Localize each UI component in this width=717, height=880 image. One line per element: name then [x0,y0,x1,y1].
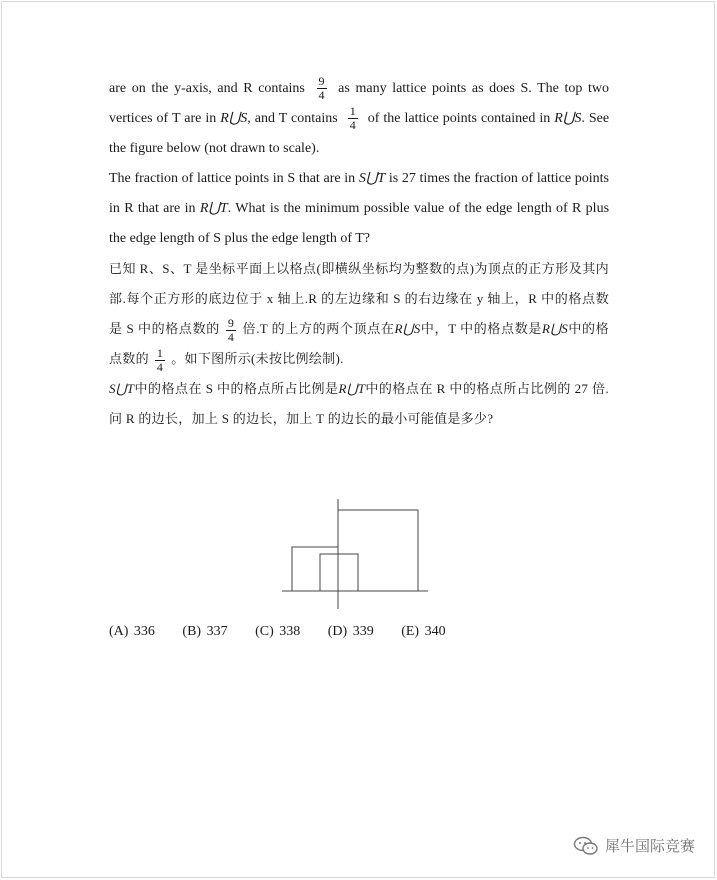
problem-content [109,74,609,434]
math-r-union-s: R⋃S [542,321,569,336]
text-run: 倍.T 的上方的两个顶点在 [242,321,395,336]
text-run: The fraction of lattice points in S that are in [109,171,356,186]
text-run: is 27 times the fraction of lattice points in R that are in [109,171,609,216]
math-r-union-t: R⋃T [199,201,228,216]
english-paragraph-2 [109,164,609,254]
chinese-paragraph-2 [109,374,609,434]
text-run: 。如下图所示(未按比例绘制). [171,351,344,366]
text-run: 中的格点在 S 中的格点所占比例是 [134,381,339,396]
square-r [338,510,418,591]
text-run: . See the figure below (not drawn to scale). [109,111,610,156]
math-s-union-t: S⋃T [109,381,135,396]
wechat-icon [573,836,599,856]
fraction-one-quarter: $\frac{1}{4}$ [156,345,164,374]
text-run: as many lattice points as does S. The top two vertices of T are in [109,81,610,126]
fraction-one-quarter: $\frac{1}{4}$ [349,104,356,133]
math-r-union-s: R⋃S [220,111,248,126]
text-run: of the lattice points contained in [367,111,551,126]
fraction-nine-quarters: $\frac{9}{4}$ [227,315,235,344]
watermark-text: 犀牛国际竞赛 [604,837,695,855]
answer-choices: (A) 336 (B) 337 (C) 338 (D) 339 (E) 340 [109,624,446,639]
text-run: . What is the minimum possible value of the edge length of R plus the edge length of S plus the edge length of T? [109,201,610,246]
math-s-union-t: S⋃T [358,171,386,186]
text-run: 已知 R、S、T 是坐标平面上以格点(即横纵坐标均为整数的点)为顶点的正方形及其内部.每个正方形的底边位于 x 轴上.R 的左边缘和 S 的右边缘在 y 轴上，R 中的格点数是 S 中的格点数的 [109,261,609,336]
squares-figure [280,495,432,613]
text-run: , and T contains [247,111,338,126]
english-paragraph-1 [109,74,609,164]
math-r-union-s: R⋃S [394,321,421,336]
watermark [573,835,695,856]
chinese-paragraph-1 [109,254,609,374]
text-run: 中，T 中的格点数是 [420,321,543,336]
text-run: are on the y-axis, and R contains [109,81,305,96]
text-run: 中的格点在 R 中的格点所占比例的 27 倍.问 R 的边长，加上 S 的边长，加上 T 的边长的最小可能值是多少? [109,381,609,426]
math-r-union-s: R⋃S [554,111,582,126]
fraction-nine-quarters: $\frac{9}{4}$ [318,74,325,103]
text-run: 中的格点数的 [109,321,609,366]
math-r-union-t: R⋃T [338,381,366,396]
square-t [320,554,358,591]
